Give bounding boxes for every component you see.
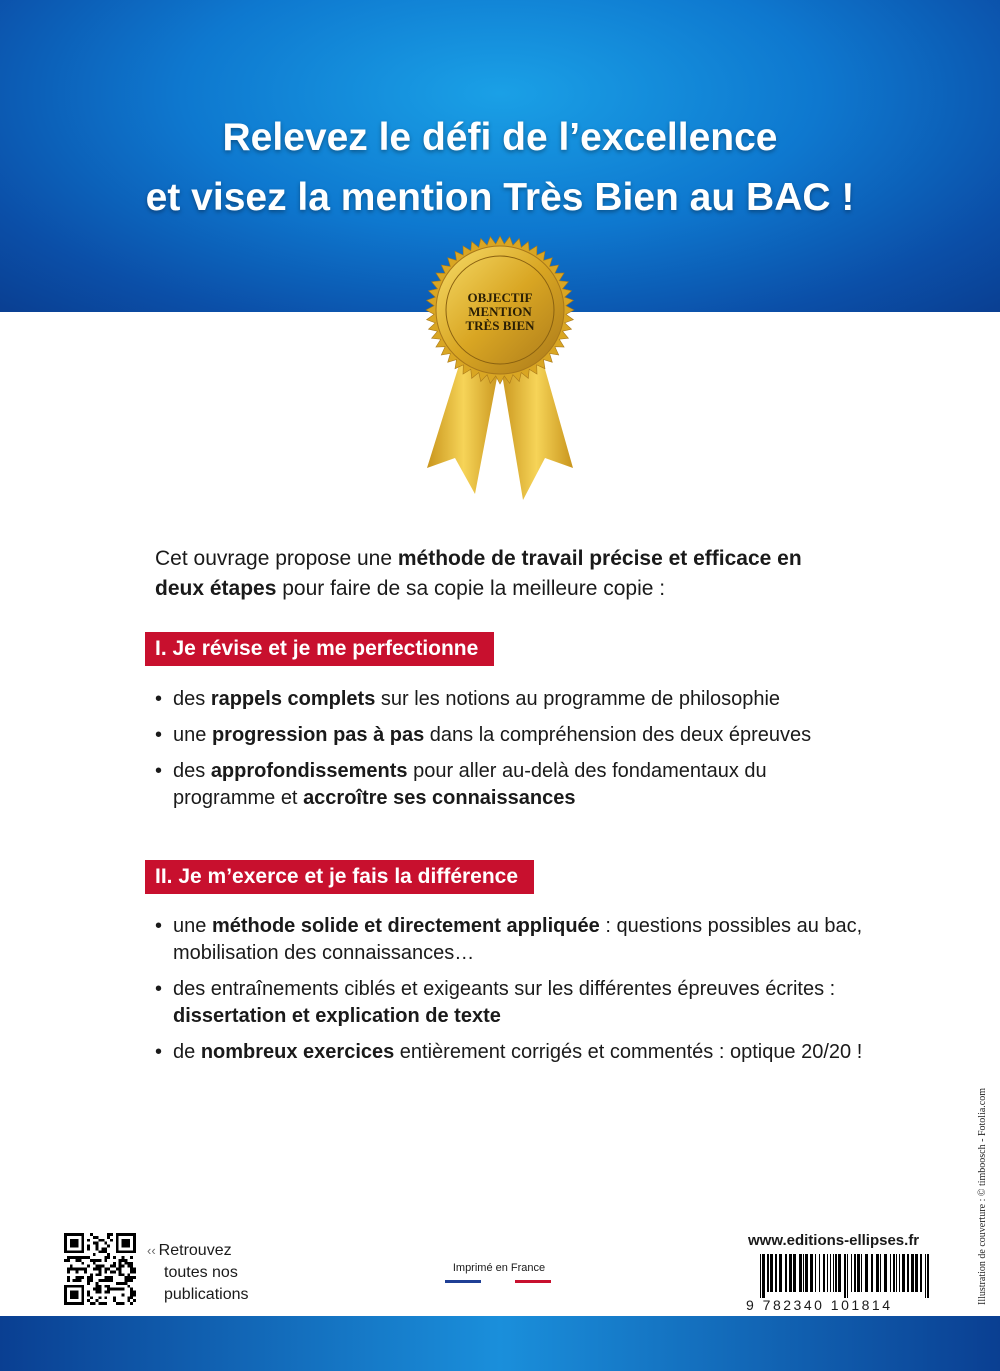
intro-paragraph — [155, 544, 855, 604]
section2-list — [155, 913, 915, 1075]
qr-line2: toutes nos — [164, 1264, 238, 1281]
badge-line2: MENTION — [468, 304, 532, 319]
isbn-number: 9 782340 101814 — [746, 1297, 893, 1313]
headline — [0, 108, 1000, 228]
list-item: • des approfondissements pour aller au-delà des fondamentaux du programme et accroître ses connaissances — [155, 758, 773, 812]
bottom-banner — [0, 1316, 1000, 1371]
publisher-website[interactable]: www.editions-ellipses.fr — [748, 1232, 920, 1249]
list-item: • une progression pas à pas dans la compréhension des deux épreuves — [155, 722, 915, 749]
list-item: • une méthode solide et directement appliquée : questions possibles au bac, mobilisation des connaissances… — [155, 913, 893, 967]
list-item: • des rappels complets sur les notions au programme de philosophie — [155, 686, 915, 713]
barcode-icon — [760, 1254, 930, 1298]
chevron-left-icon: ‹‹ — [147, 1243, 156, 1258]
flag-blue-bar — [445, 1280, 481, 1283]
qr-code-icon[interactable] — [64, 1233, 136, 1305]
qr-line1: Retrouvez — [158, 1242, 232, 1259]
cover-credit: Illustration de couverture : © timboosch - Fotolia.com — [977, 1088, 988, 1305]
qr-caption — [147, 1240, 249, 1306]
qr-line3: publications — [164, 1286, 249, 1303]
headline-line2: et visez la mention Très Bien au BAC ! — [145, 176, 855, 219]
intro-bold: méthode de travail précise et efficace en deux étapes — [155, 547, 802, 600]
section1-header: I. Je révise et je me perfectionne — [145, 632, 494, 666]
list-item: • de nombreux exercices entièrement corrigés et commentés : optique 20/20 ! — [155, 1039, 915, 1066]
intro-text: Cet ouvrage propose une — [155, 547, 398, 570]
badge-line3: TRÈS BIEN — [465, 318, 535, 333]
flag-red-bar — [515, 1280, 551, 1283]
section1-list — [155, 686, 915, 821]
headline-line1: Relevez le défi de l’excellence — [222, 116, 778, 159]
printed-in-france: Imprimé en France — [452, 1262, 546, 1274]
award-ribbon-icon — [405, 232, 595, 510]
list-item: • des entraînements ciblés et exigeants sur les différentes épreuves écrites : dissertation et explication de texte — [155, 976, 873, 1030]
intro-text-end: pour faire de sa copie la meilleure copie : — [276, 577, 666, 600]
section2-header: II. Je m’exerce et je fais la différence — [145, 860, 534, 894]
badge-line1: OBJECTIF — [467, 290, 533, 305]
